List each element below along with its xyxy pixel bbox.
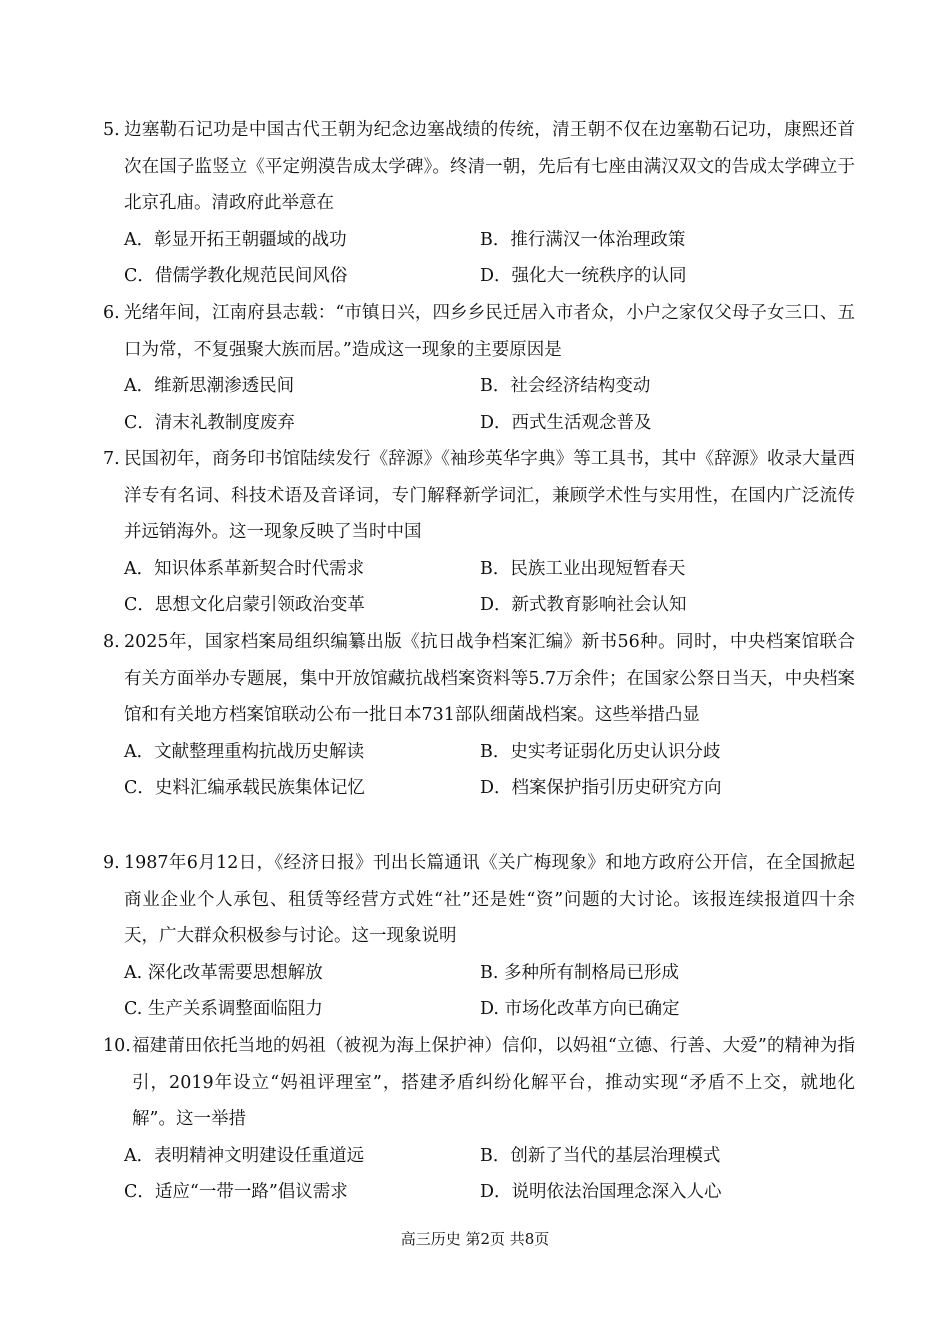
question-7 <box>103 441 855 624</box>
question-text: 福建莆田依托当地的妈祖（被视为海上保护神）信仰，以妈祖“立德、行善、大爱”的精神为指引，2019年设立“妈祖评理室”，搭建矛盾纠纷化解平台，推动实现“矛盾不上交，就地化解”。这一举措 <box>132 1036 855 1129</box>
question-number: 8. <box>103 632 120 652</box>
option-d[interactable]: D．档案保护指引历史研究方向 <box>480 778 722 798</box>
option-a[interactable]: A．表明精神文明建设任重道远 <box>124 1145 365 1166</box>
question-text: 光绪年间，江南府县志载：“市镇日兴，四乡乡民迁居入市者众，小户之家仅父母子女三口、五口为常，不复强聚大族而居。”造成这一现象的主要原因是 <box>124 303 855 360</box>
question-number: 5. <box>103 120 120 140</box>
option-c[interactable]: C．史料汇编承载民族集体记忆 <box>124 778 365 798</box>
options <box>103 368 855 441</box>
page-footer: 高三历史 第2页 共8页 <box>400 1230 550 1248</box>
question-9 <box>103 845 855 1028</box>
question-stem <box>103 112 855 222</box>
option-d[interactable]: D．说明依法治国理念深入人心 <box>480 1182 722 1202</box>
option-d[interactable]: D．强化大一统秩序的认同 <box>480 266 687 286</box>
question-8 <box>103 624 855 807</box>
option-b[interactable]: B．创新了当代的基层治理模式 <box>480 1145 721 1166</box>
option-c[interactable]: C．思想文化启蒙引领政治变革 <box>124 595 365 615</box>
option-b[interactable]: B．推行满汉一体治理政策 <box>480 229 686 250</box>
option-a[interactable]: A．知识体系革新契合时代需求 <box>124 558 365 579</box>
option-b[interactable]: B．社会经济结构变动 <box>480 376 651 396</box>
option-d[interactable]: D．西式生活观念普及 <box>480 412 652 433</box>
question-10 <box>103 1028 855 1211</box>
question-text: 2025年，国家档案局组织编纂出版《抗日战争档案汇编》新书56种。同时，中央档案馆联合有关方面举办专题展，集中开放馆藏抗战档案资料等5.7万余件；在国家公祭日当天，中央档案馆和有关地方档案馆联动公布一批日本731部队细菌战档案。这些举措凸显 <box>124 632 855 725</box>
option-a[interactable]: A. 深化改革需要思想解放 <box>124 962 323 983</box>
question-stem <box>103 1028 855 1138</box>
option-b[interactable]: B．史实考证弱化历史认识分歧 <box>480 741 721 762</box>
question-number: 10. <box>103 1036 131 1056</box>
option-c[interactable]: C．借儒学教化规范民间风俗 <box>124 266 348 286</box>
question-stem <box>103 624 855 734</box>
options <box>103 222 855 295</box>
question-stem <box>103 441 855 551</box>
option-a[interactable]: A．彰显开拓王朝疆域的战功 <box>124 229 347 250</box>
question-number: 9. <box>103 853 120 873</box>
options <box>103 955 855 1028</box>
options <box>103 734 855 807</box>
question-6 <box>103 295 855 441</box>
option-a[interactable]: A．文献整理重构抗战历史解读 <box>124 741 365 762</box>
option-b[interactable]: B．民族工业出现短暂春天 <box>480 558 686 579</box>
options <box>103 551 855 624</box>
options <box>103 1138 855 1211</box>
option-b[interactable]: B. 多种所有制格局已形成 <box>480 962 679 983</box>
question-text: 1987年6月12日，《经济日报》刊出长篇通讯《关广梅现象》和地方政府公开信，在全国掀起商业企业个人承包、租赁等经营方式姓“社”还是姓“资”问题的大讨论。该报连续报道四十余天，广大群众积极参与讨论。这一现象说明 <box>124 853 855 946</box>
option-a[interactable]: A．维新思潮渗透民间 <box>124 376 295 396</box>
question-stem <box>103 845 855 955</box>
question-text: 边塞勒石记功是中国古代王朝为纪念边塞战绩的传统，清王朝不仅在边塞勒石记功，康熙还首次在国子监竖立《平定朔漠告成太学碑》。终清一朝，先后有七座由满汉双文的告成太学碑立于北京孔庙。清政府此举意在 <box>124 120 855 213</box>
question-number: 6. <box>103 303 120 323</box>
question-text: 民国初年，商务印书馆陆续发行《辞源》《袖珍英华字典》等工具书，其中《辞源》收录大量西洋专有名词、科技术语及音译词，专门解释新学词汇，兼顾学术性与实用性，在国内广泛流传并远销海外。这一现象反映了当时中国 <box>124 449 855 542</box>
option-c[interactable]: C. 生产关系调整面临阻力 <box>124 999 323 1019</box>
option-d[interactable]: D. 市场化改革方向已确定 <box>480 999 680 1019</box>
option-d[interactable]: D．新式教育影响社会认知 <box>480 595 687 615</box>
option-c[interactable]: C．适应“一带一路”倡议需求 <box>124 1182 348 1202</box>
question-stem <box>103 295 855 368</box>
question-5 <box>103 112 855 295</box>
question-number: 7. <box>103 449 120 469</box>
option-c[interactable]: C．清末礼教制度废弃 <box>124 412 295 433</box>
